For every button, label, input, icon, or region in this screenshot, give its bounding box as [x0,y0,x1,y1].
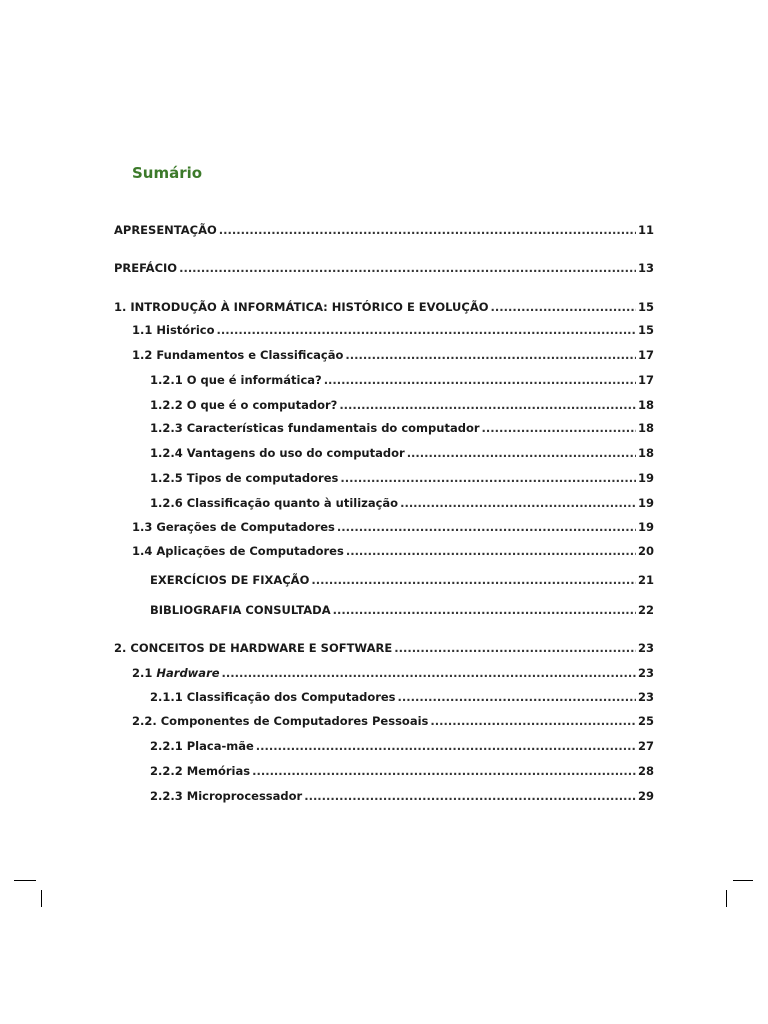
toc-entry-label: PREFÁCIO [114,261,178,275]
toc-entry[interactable] [132,713,654,729]
toc-entry-page: 29 [637,789,654,803]
toc-entry[interactable] [114,640,654,656]
toc-entry[interactable] [150,689,654,705]
toc-entry-page: 13 [637,261,654,275]
dot-leader [340,470,636,486]
toc-entry[interactable] [132,543,654,559]
toc-entry[interactable] [132,665,654,681]
dot-leader [337,519,636,535]
toc-entry-page: 11 [637,223,654,237]
toc-entry-label: 2. CONCEITOS DE HARDWARE E SOFTWARE [114,641,393,655]
toc-entry-label-italic: Hardware [156,666,220,680]
toc-entry-label: 1.2.5 Tipos de computadores [150,471,339,485]
dot-leader [394,640,636,656]
dot-leader [346,543,636,559]
toc-entry-label: 1.2.1 O que é informática? [150,373,322,387]
toc-entry-page: 17 [637,373,654,387]
toc-entry[interactable] [132,347,654,363]
crop-mark-left-horizontal [14,880,36,881]
dot-leader [217,322,636,338]
toc-entry-label: EXERCÍCIOS DE FIXAÇÃO [150,573,310,587]
dot-leader [179,260,636,276]
toc-entry-page: 22 [637,603,654,617]
toc-entry[interactable] [150,572,654,588]
dot-leader [333,602,636,618]
toc-entry-label: 1.2.2 O que é o computador? [150,398,338,412]
toc-entry-page: 20 [637,544,654,558]
toc-entry-page: 19 [637,471,654,485]
toc-entry[interactable] [114,222,654,238]
toc-entry-page: 27 [637,739,654,753]
toc-entry-page: 23 [637,690,654,704]
toc-entry-page: 18 [637,398,654,412]
dot-leader [324,372,636,388]
dot-leader [400,495,636,511]
toc-entry[interactable] [150,738,654,754]
toc-heading: Sumário [132,164,203,182]
toc-entry[interactable] [150,397,654,413]
toc-entry-label: 1.2.6 Classificação quanto à utilização [150,496,399,510]
toc-entry-page: 23 [637,641,654,655]
toc-entry[interactable] [150,763,654,779]
toc-entry-page: 15 [637,300,654,314]
toc-entry-label: 1.4 Aplicações de Computadores [132,544,344,558]
dot-leader [491,299,636,315]
dot-leader [339,397,636,413]
toc-entry[interactable] [150,372,654,388]
toc-entry-label: 1.3 Gerações de Computadores [132,520,335,534]
toc-entry-label: 1.2 Fundamentos e Classificação [132,348,344,362]
dot-leader [311,572,636,588]
toc-entry-page: 18 [637,421,654,435]
dot-leader [482,420,636,436]
toc-entry[interactable] [132,519,654,535]
toc-entry-label: 1.1 Histórico [132,323,215,337]
dot-leader [256,738,636,754]
toc-entry[interactable] [132,322,654,338]
toc-entry-page: 23 [637,666,654,680]
toc-entry[interactable] [150,420,654,436]
toc-entry-label: 2.2.3 Microprocessador [150,789,303,803]
dot-leader [304,788,636,804]
toc-entry-page: 21 [637,573,654,587]
toc-entry-page: 19 [637,520,654,534]
toc-entry-page: 17 [637,348,654,362]
crop-mark-left-vertical [41,890,42,907]
dot-leader [222,665,636,681]
toc-entry-label [132,665,220,681]
toc-entry-label: APRESENTAÇÃO [114,223,217,237]
toc-entry-label: 1.2.3 Características fundamentais do computador [150,421,480,435]
dot-leader [252,763,636,779]
toc-entry-label: BIBLIOGRAFIA CONSULTADA [150,603,331,617]
toc-entry-label: 2.2. Componentes de Computadores Pessoais [132,714,429,728]
toc-entry[interactable] [150,788,654,804]
toc-entry-label: 2.2.2 Memórias [150,764,251,778]
toc-entry-label: 1.2.4 Vantagens do uso do computador [150,446,405,460]
toc-entry[interactable] [150,470,654,486]
toc-entry[interactable] [114,260,654,276]
toc-entry-label-prefix: 2.1 [132,666,157,680]
toc-entry-page: 28 [637,764,654,778]
crop-mark-right-horizontal [733,880,753,881]
dot-leader [430,713,636,729]
toc-entry[interactable] [150,602,654,618]
toc-entry-page: 25 [637,714,654,728]
toc-entry-page: 19 [637,496,654,510]
toc-entry-page: 18 [637,446,654,460]
toc-entry-label: 1. INTRODUÇÃO À INFORMÁTICA: HISTÓRICO E EVOLUÇÃO [114,300,489,314]
dot-leader [407,445,636,461]
toc-entry-label: 2.2.1 Placa-mãe [150,739,254,753]
toc-entry[interactable] [150,445,654,461]
toc-entry[interactable] [114,299,654,315]
dot-leader [219,222,636,238]
dot-leader [345,347,636,363]
crop-mark-right-vertical [726,890,727,907]
toc-entry[interactable] [150,495,654,511]
toc-entry-label: 2.1.1 Classificação dos Computadores [150,690,396,704]
dot-leader [398,689,636,705]
toc-entry-page: 15 [637,323,654,337]
